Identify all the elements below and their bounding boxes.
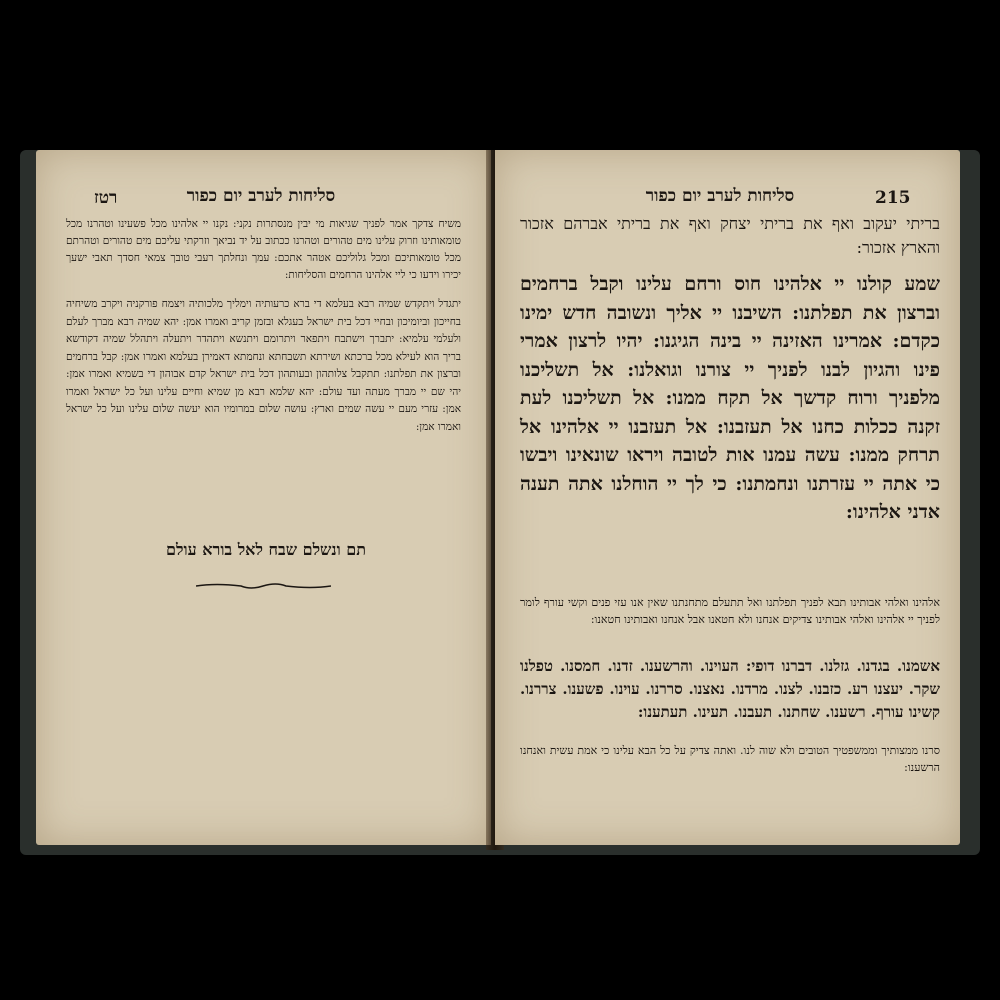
- left-selichot-text: משיח צדקך אמר לפניך שגיאות מי יבין מנסתרות נקני: נקנו יי אלהינו מכל פשעינו וטהרנו מכל טומאותינו וזרוק עלינו מים טהורים וטהרנו ככתוב על יד נביאך וזרקתי עליכם מים טהורים וטהרתם מכל טומאותיכם ומכל גלוליכם אטהר אתכם: עמך ונחלתך רעבי טובך צמאי חסדך תאבי ישעך יכירו וידעו כי ליי אלהינו הרחמים והסליחות:: [62, 218, 461, 281]
- left-page-number: רטז: [94, 188, 118, 208]
- ashamnu-text: אשמנו. בגדנו. גזלנו. דברנו דופי: העוינו. והרשענו. זדנו. חמסנו. טפלנו שקר. יעצנו רע. כזבנו. לצנו. מרדנו. נאצנו. סררנו. עוינו. פשענו. צררנו. קשינו עורף. רשענו. שחתנו. תעבנו. תעינו. תעתענו:: [514, 657, 940, 721]
- viddui-intro-text: אלהינו ואלהי אבותינו תבא לפניך תפלתנו ואל תתעלם מתחנתנו שאין אנו עזי פנים וקשי עורף לומר לפניך יי אלהינו ואלהי אבותינו צדיקים אנחנו ולא חטאנו אבל אנחנו ואבותינו חטאנו:: [516, 596, 940, 626]
- verse-text: בריתי יעקוב ואף את בריתי יצחק ואף את בריתי אברהם אזכור והארץ אזכור:: [514, 214, 940, 257]
- shema-koleinu-text: שמע קולנו יי אלהינו חוס ורחם עלינו וקבל ברחמים וברצון את תפלתנו: השיבנו יי אליך ונשובה חדש ימינו כקדם: אמרינו האזינה יי בינה הגיגנו: יהיו לרצון אמרי פינו והגיון לבנו לפניך יי צורנו וגואלנו: אל תשליכנו מלפניך ורוח קדשך אל תקח ממנו: אל תשליכנו לעת זקנה ככלות כחנו אל תעזבנו: אל תעזבנו יי אלהינו אל תרחק ממנו: עשה עמנו אות לטובה ויראו שונאינו ויבשו כי אתה יי עזרתנו ונחמתנו: כי לך יי הוחלנו אתה תענה אדני אלהינו:: [513, 273, 940, 523]
- right-running-head: סליחות לערב יום כפור: [645, 186, 795, 206]
- colophon: תם ונשלם שבח לאל בורא עולם: [166, 540, 366, 559]
- kaddish-text: יתגדל ויתקדש שמיה רבא בעלמא די ברא כרעותיה וימליך מלכותיה ויצמח פורקניה ויקרב משיחיה בחייכון וביומיכון ובחיי דכל בית ישראל בעגלא ובזמן קריב ואמרו אמן: יהא שמיה רבא מברך לעלם ולעלמי עלמיא: יתברך וישתבח ויתפאר ויתרומם ויתנשא ויתהדר ויתעלה ויתהלל שמיה דקודשא בריך הוא לעילא מכל ברכתא ושירתא תשבחתא ונחמתא דאמירן בעלמא ואמרו אמן: קבל ברחמים וברצון את תפלתנו: תתקבל צלותהון ובעותהון דכל בית ישראל קדם אבוהון די בשמיא ואמרו אמן: יהי שם יי מברך מעתה ועד עולם: יהא שלמא רבא מן שמיא וחיים עלינו ועל כל ישראל ואמרו אמן: עזרי מעם יי עשה שמים וארץ: עושה שלום במרומיו הוא יעשה שלום עלינו ועל כל ישראל ואמרו אמן:: [62, 298, 461, 433]
- left-page: [36, 150, 491, 845]
- left-running-head: סליחות לערב יום כפור: [186, 186, 336, 206]
- right-page-number: 215: [875, 188, 911, 208]
- ornament-divider: [196, 582, 331, 590]
- right-page: [495, 150, 960, 845]
- closing-text: סרנו ממצותיך וממשפטיך הטובים ולא שוה לנו. ואתה צדיק על כל הבא עלינו כי אמת עשית ואנחנו הרשענו:: [516, 744, 940, 774]
